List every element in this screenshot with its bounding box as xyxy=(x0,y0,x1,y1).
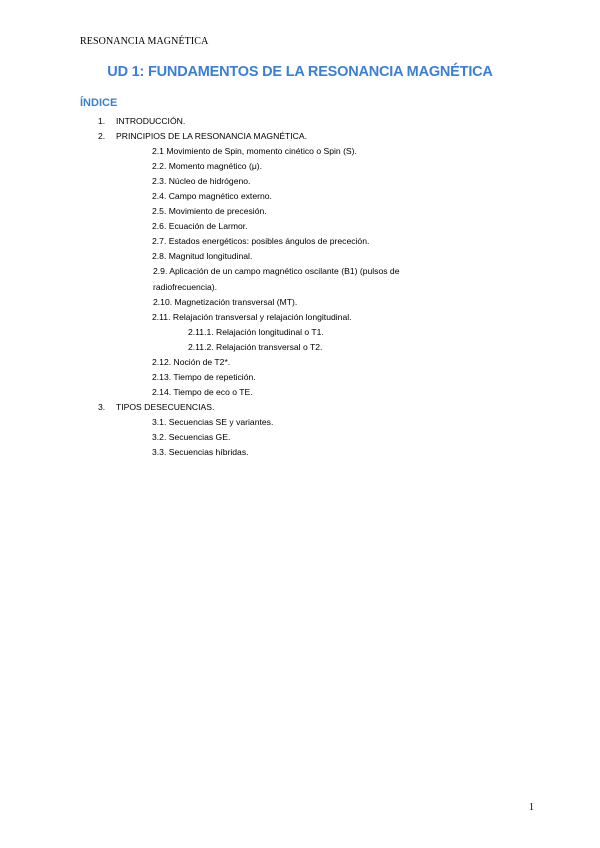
toc-entry-2-12: 2.12. Noción de T2*. xyxy=(152,357,231,367)
toc-entry-2-11: 2.11. Relajación transversal y relajación longitudinal. xyxy=(152,312,352,322)
toc-number: 2. xyxy=(98,131,106,141)
toc-entry-2-3: 2.3. Núcleo de hidrógeno. xyxy=(152,176,251,186)
toc-entry-2-1: 2.1 Movimiento de Spin, momento cinético o Spin (S). xyxy=(152,146,357,156)
toc-entry-2-10: 2.10. Magnetización transversal (MT). xyxy=(153,297,298,307)
toc-text: PRINCIPIOS DE LA RESONANCIA MAGNÉTICA. xyxy=(116,131,308,141)
toc-text: INTRODUCCIÓN. xyxy=(116,116,186,126)
toc-entry-2-11-2: 2.11.2. Relajación transversal o T2. xyxy=(188,342,323,352)
index-heading: ÍNDICE xyxy=(80,97,118,109)
toc-entry-2-14: 2.14. Tiempo de eco o TE. xyxy=(152,387,253,397)
document-title: UD 1: FUNDAMENTOS DE LA RESONANCIA MAGNÉTICA xyxy=(107,64,493,80)
toc-entry-2-11-1: 2.11.1. Relajación longitudinal o T1. xyxy=(188,327,324,337)
toc-entry-2-7: 2.7. Estados energéticos: posibles ángulos de prececión. xyxy=(152,236,370,246)
running-header: RESONANCIA MAGNÉTICA xyxy=(80,36,209,47)
toc-entry-2-13: 2.13. Tiempo de repetición. xyxy=(152,372,256,382)
toc-number: 3. xyxy=(98,402,106,412)
toc-number: 1. xyxy=(98,116,106,126)
toc-text: TIPOS DESECUENCIAS. xyxy=(116,402,215,412)
page-number: 1 xyxy=(529,802,534,813)
toc-entry-2-2: 2.2. Momento magnético (μ). xyxy=(152,161,263,171)
toc-entry-3-1: 3.1. Secuencias SE y variantes. xyxy=(152,417,274,427)
toc-entry-2-6: 2.6. Ecuación de Larmor. xyxy=(152,221,248,231)
toc-entry-2-8: 2.8. Magnitud longitudinal. xyxy=(152,251,253,261)
toc-entry-2-4: 2.4. Campo magnético externo. xyxy=(152,191,272,201)
toc-entry-3-3: 3.3. Secuencias híbridas. xyxy=(152,447,249,457)
toc-entry-2-9-continued: radiofrecuencia). xyxy=(153,282,218,292)
toc-entry-2-5: 2.5. Movimiento de precesión. xyxy=(152,206,267,216)
toc-entry-3-2: 3.2. Secuencias GE. xyxy=(152,432,231,442)
toc-entry-2-9: 2.9. Aplicación de un campo magnético oscilante (B1) (pulsos de xyxy=(153,266,400,276)
